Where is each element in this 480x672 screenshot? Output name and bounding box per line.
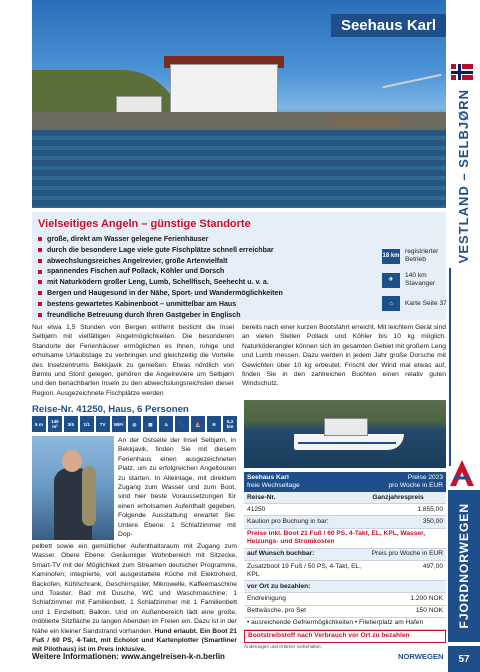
distance-info: ✈ 140 km Stavanger — [382, 272, 453, 288]
rooms-icon: 3/6 — [64, 416, 78, 432]
object-title: Reise-Nr. 41250, Haus, 6 Personen — [32, 404, 189, 415]
footer-country: NORWEGEN — [398, 652, 444, 661]
fireplace-icon: ♨ — [159, 416, 173, 432]
boat-photo — [244, 400, 446, 468]
feature-box — [32, 212, 446, 320]
brand-logo — [448, 458, 476, 490]
page-title: Seehaus Karl — [331, 14, 446, 37]
distance-badge-icon: 18 km — [382, 249, 400, 264]
angler-photo — [32, 436, 114, 540]
map-info: ⌂ Karte Seite 37 — [382, 296, 453, 311]
shop-distance-icon: 5,3 km — [223, 416, 237, 432]
list-item: durch die besondere Lage viele gute Fischplätze schnell erreichbar — [38, 245, 283, 256]
list-item: bestens gewartetes Kabinenboot – unmittelbar am Haus — [38, 299, 283, 310]
table-row: 41250 1.855,00 — [244, 504, 446, 516]
area-icon: 140 m² — [48, 416, 62, 432]
list-item: Bergen und Haugesund in der Nähe, Sport- und Wandermöglichkeiten — [38, 288, 283, 299]
description-text: An der Ostseite der Insel Selbjørn, in Bekkjavik, finden Sie mit diesem Ferienhaus einen ausgezeichneten Platz, um zu erfolgreichen Angeltouren zu starten. In Alleinlage, mit direktem Zugang zum Wasser und zum Boot, sind hier beste Voraussetzungen für einen erholsamen Aufenthalt gegeben. Folgende Ausstattung erwartet Sie: Untere Ebene: 1 Schlafzimmer mit Dop- — [118, 437, 236, 539]
page-number: 57 — [448, 646, 480, 672]
table-row: Reise-Nr. Ganzjahrespreis — [244, 492, 446, 504]
region-label: VESTLAND – SELBJØRN — [455, 88, 471, 264]
pet-icon: 🐾 — [175, 416, 189, 432]
norway-flag-icon — [451, 64, 473, 80]
boat-included-note: Hund erlaubt. Ein Boot 21 Fuß / 60 PS, 4-Takt, mit Echolot und Kartenplotter (Smartliner mit Pilothaus) ist im Preis inklusive. — [32, 627, 237, 654]
tv-icon: TV — [96, 416, 110, 432]
boat-icon: ⛵ — [191, 416, 205, 432]
price-table — [244, 472, 446, 650]
bath-icon: 1/1 — [80, 416, 94, 432]
wifi-icon: WiFi — [112, 416, 126, 432]
table-row: Bettwäsche, pro Set 150 NOK — [244, 606, 446, 618]
table-row: Endreinigung 1.200 NOK — [244, 593, 446, 605]
price-header: Seehaus Karl freie Wechseltage Preise 2023 pro Woche in EUR — [244, 472, 446, 492]
washing-machine-icon: ◎ — [128, 416, 142, 432]
disclaimer: Änderungen und Irrtümer vorbehalten. — [244, 644, 322, 650]
list-item: freundliche Betreuung durch Ihren Gastgeber in Englisch — [38, 310, 283, 321]
included-note: Preise inkl. Boot 21 Fuß / 60 PS, 4-Takt, EL, KPL, Wasser, Heizungs- und Stromkosten — [244, 529, 446, 549]
table-row: Kaution pro Buchung in bar: 350,00 — [244, 516, 446, 528]
feature-list — [38, 234, 283, 320]
house-icon: ⌂ — [382, 296, 400, 311]
list-item: große, direkt am Wasser gelegene Ferienhäuser — [38, 234, 283, 245]
registered-info: 18 km registrierter Betrieb — [382, 248, 439, 263]
intro-text: Nur etwa 1,5 Stunden von Bergen entfernt besticht die Insel Selbjørn mit vielfältigen Angelmöglichkeiten. Die besonderen Standorte der Ferienhäuser ermöglichen es Ihnen, ruhige und erholsame Urlaubstage zu verbringen und gleichzeitig die Vorteile des Inselzentrums Bekkjavik zu genießen. Etwas nördlich von Bømlo und Stord gelegen, gehören die Angelreviere um Selbjørn und den benachbarten Inseln zu den abwechslungsreichsten dieser Region. Ausgezeichnete Fischplätze werden — [32, 324, 234, 397]
amenity-icons — [32, 416, 237, 432]
fuel-note: Bootstreibstoff nach Verbrauch vor Ort zu bezahlen — [244, 630, 446, 643]
dishwasher-icon: ▤ — [143, 416, 157, 432]
distance-water-icon: 5 m — [32, 416, 46, 432]
table-row: vor Ort zu bezahlen: — [244, 581, 446, 593]
feature-heading: Vielseitiges Angeln – günstige Standorte — [38, 218, 251, 230]
section-tab: FJORDNORWEGEN — [448, 490, 480, 642]
airplane-icon: ✈ — [382, 273, 400, 288]
intro-text-continued: bereits nach einer kurzen Bootsfahrt erreicht. Mit leichtem Gerät sind an vielen Stellen Pollack und Köhler bis 10 kg möglich. Naturköderangler können sich im gesamten Gebiet mit großem Leng und Lumb messen. Dazu werden in jedem Jahr große Dorsche mit Gewichten über 10 kg erbeutet. Frischt der Wind mal etwas auf, finden Sie in den zahlreichen Buchten einen relativ guten Windschutz. — [242, 324, 446, 388]
list-item: spannendes Fischen auf Pollack, Köhler und Dorsch — [38, 266, 283, 277]
description-text-continued: pelbett sowie ein gemütlicher Aufenthaltsraum mit Zugang zum Wasser. Obere Ebene: Geräumiger Wohnbereich mit Sitzecke, Smart-TV mit der Möglichkeit zum Streamen deutscher Programme, Kaminofen; integrierte, voll ausgestattete Küche mit Elektroherd, Backofen, Kühlschrank, Geschirrspüler, Mikrowelle, Kaffeemaschine und Toaster; Bad mit Dusche, WC und Waschmaschine; 1 Schlafzimmer mit Familienbett, 1 Schlafzimmer mit 1 Familienbett und 1 Einzelbett; Balkon. Und im Außenbereich lädt eine große, möblierte Sitzfläche zu langen Abenden im Freien ein. Dazu ist in der Nähe ein kleiner Sandstrand vorhanden. Hund erlaubt. Ein Boot 21 Fuß / 60 PS, 4-Takt, mit Echolot und Kartenplotter (Smartliner mit Pilothaus) ist im Preis inklusive. — [32, 543, 237, 654]
table-row: Zusatzboot 19 Fuß / 50 PS, 4-Takt, EL, KPL 497,00 — [244, 561, 446, 581]
list-item: abwechslungsreiches Angelrevier, große Artenvielfalt — [38, 256, 283, 267]
fish-icon: ≋ — [207, 416, 221, 432]
table-row: • ausreichende Gefriermöglichkeiten • Filetierplatz am Hafen — [244, 618, 446, 630]
footer-info: Weitere Informationen: www.angelreisen-k-n.berlin — [32, 652, 225, 661]
table-row: auf Wunsch buchbar: Preis pro Woche in EUR — [244, 549, 446, 561]
list-item: mit Naturködern großer Leng, Lumb, Schellfisch, Seehecht u. v. a. — [38, 277, 283, 288]
